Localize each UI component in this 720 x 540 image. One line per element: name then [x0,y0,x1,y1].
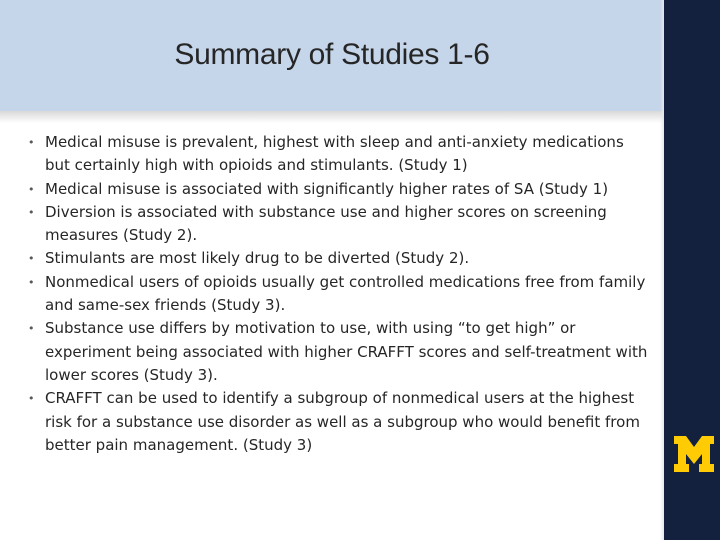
bullet-dot-icon: • [28,322,35,336]
bullet-dot-icon: • [28,136,35,149]
bullet-text: Substance use differs by motivation to use, with using “to get high” or experiment being associated with higher CRAFFT scores and self-treatment with lower scores (Study 3). [45,319,648,384]
bullet-item [28,201,648,248]
block-m-logo-icon [672,434,716,474]
bullet-item [28,387,648,457]
bullet-item [28,317,648,387]
title-shadow [0,111,664,123]
bullet-dot-icon: • [28,252,35,266]
bullet-item [28,271,648,318]
bullet-item [28,247,648,270]
bullet-dot-icon: • [28,392,35,406]
title-band [0,0,664,111]
bullet-dot-icon: • [28,182,35,196]
bullet-list [28,131,648,457]
bullet-text: Nonmedical users of opioids usually get controlled medications free from family and same-sex friends (Study 3). [45,272,646,315]
bullet-text: Medical misuse is prevalent, highest with sleep and anti-anxiety medications but certainly high with opioids and stimulants. (Study 1) [45,133,624,175]
bullet-dot-icon: • [28,275,35,289]
slide-title: Summary of Studies 1-6 [174,38,490,71]
bullet-text: Medical misuse is associated with significantly higher rates of SA (Study 1) [45,179,609,198]
bullet-item [28,131,648,178]
bullet-text: Diversion is associated with substance use and higher scores on screening measures (Study 2). [45,202,607,245]
bullet-item [28,178,648,201]
bullet-text: CRAFFT can be used to identify a subgroup of nonmedical users at the highest risk for a substance use disorder as well as a subgroup who would benefit from better pain management. (Study 3) [45,389,640,454]
bullet-dot-icon: • [28,205,35,219]
bullet-text: Stimulants are most likely drug to be diverted (Study 2). [45,249,470,268]
